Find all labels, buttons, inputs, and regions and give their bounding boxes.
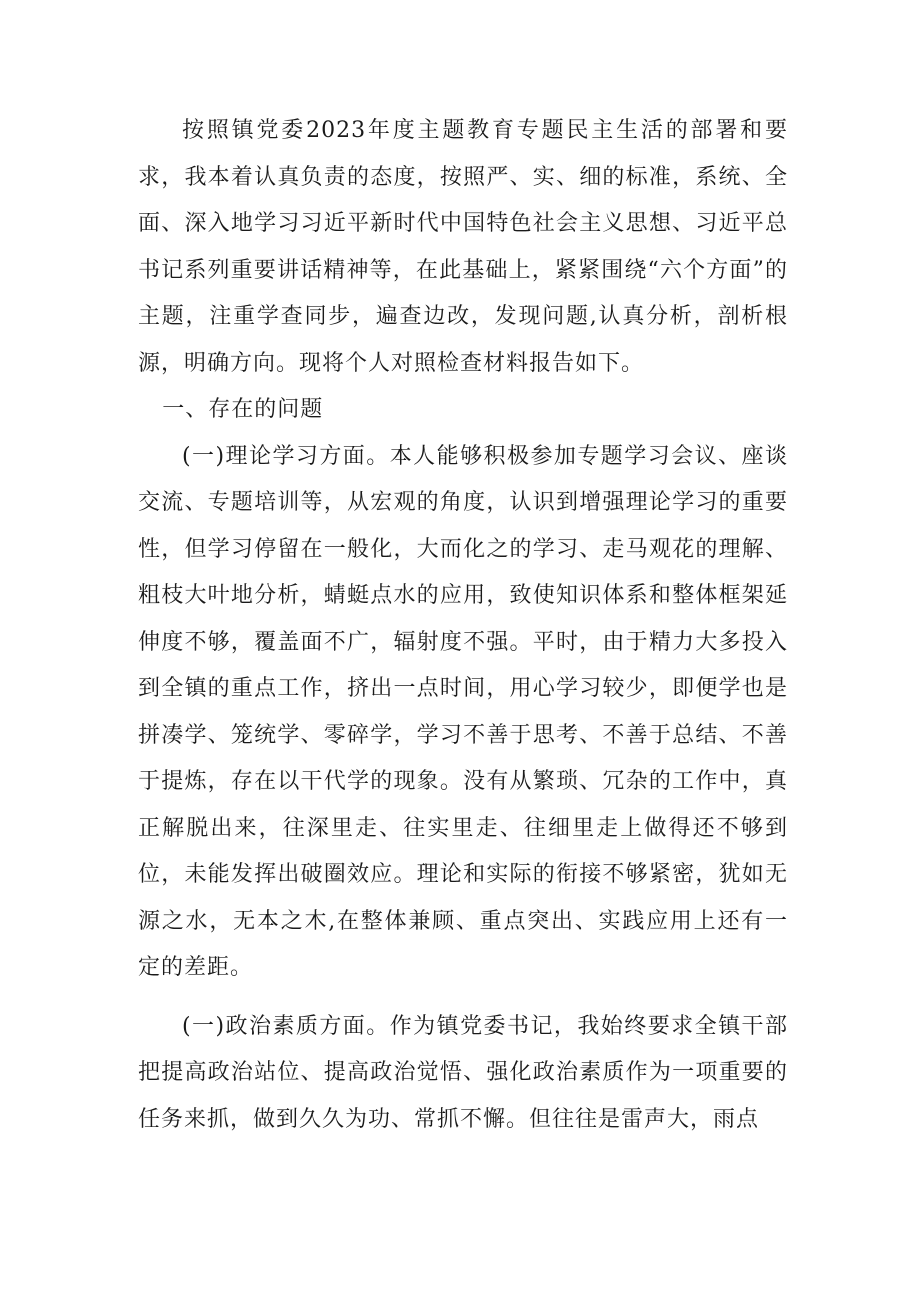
- document-body: [138, 108, 788, 1143]
- political-quality-paragraph: (一)政治素质方面。作为镇党委书记，我始终要求全镇干部把提高政治站位、提高政治觉悟、强化政治素质作为一项重要的任务来抓，做到久久为功、常抓不懈。但往往是雷声大，雨点: [138, 1013, 788, 1132]
- intro-paragraph: 按照镇党委2023年度主题教育专题民主生活的部署和要求，我本着认真负责的态度，按照严、实、细的标准，系统、全面、深入地学习习近平新时代中国特色社会主义思想、习近平总书记系列重要讲话精神等，在此基础上，紧紧围绕“六个方面”的主题，注重学查同步，遍查边改，发现问题,认真分析，剖析根源，明确方向。现将个人对照检查材料报告如下。: [138, 118, 788, 376]
- section-heading: 一、存在的问题: [162, 397, 324, 422]
- theory-study-paragraph: (一)理论学习方面。本人能够积极参加专题学习会议、座谈交流、专题培训等，从宏观的角度，认识到增强理论学习的重要性，但学习停留在一般化，大而化之的学习、走马观花的理解、粗枝大叶地分析，蜻蜓点水的应用，致使知识体系和整体框架延伸度不够，覆盖面不广，辐射度不强。平时，由于精力大多投入到全镇的重点工作，挤出一点时间，用心学习较少，即便学也是拼凑学、笼统学、零碎学，学习不善于思考、不善于总结、不善于提炼，存在以干代学的现象。没有从繁琐、冗杂的工作中，真正解脱出来，往深里走、往实里走、往细里走上做得还不够到位，未能发挥出破圈效应。理论和实际的衔接不够紧密，犹如无源之水，无本之木,在整体兼顾、重点突出、实践应用上还有一定的差距。: [138, 443, 788, 980]
